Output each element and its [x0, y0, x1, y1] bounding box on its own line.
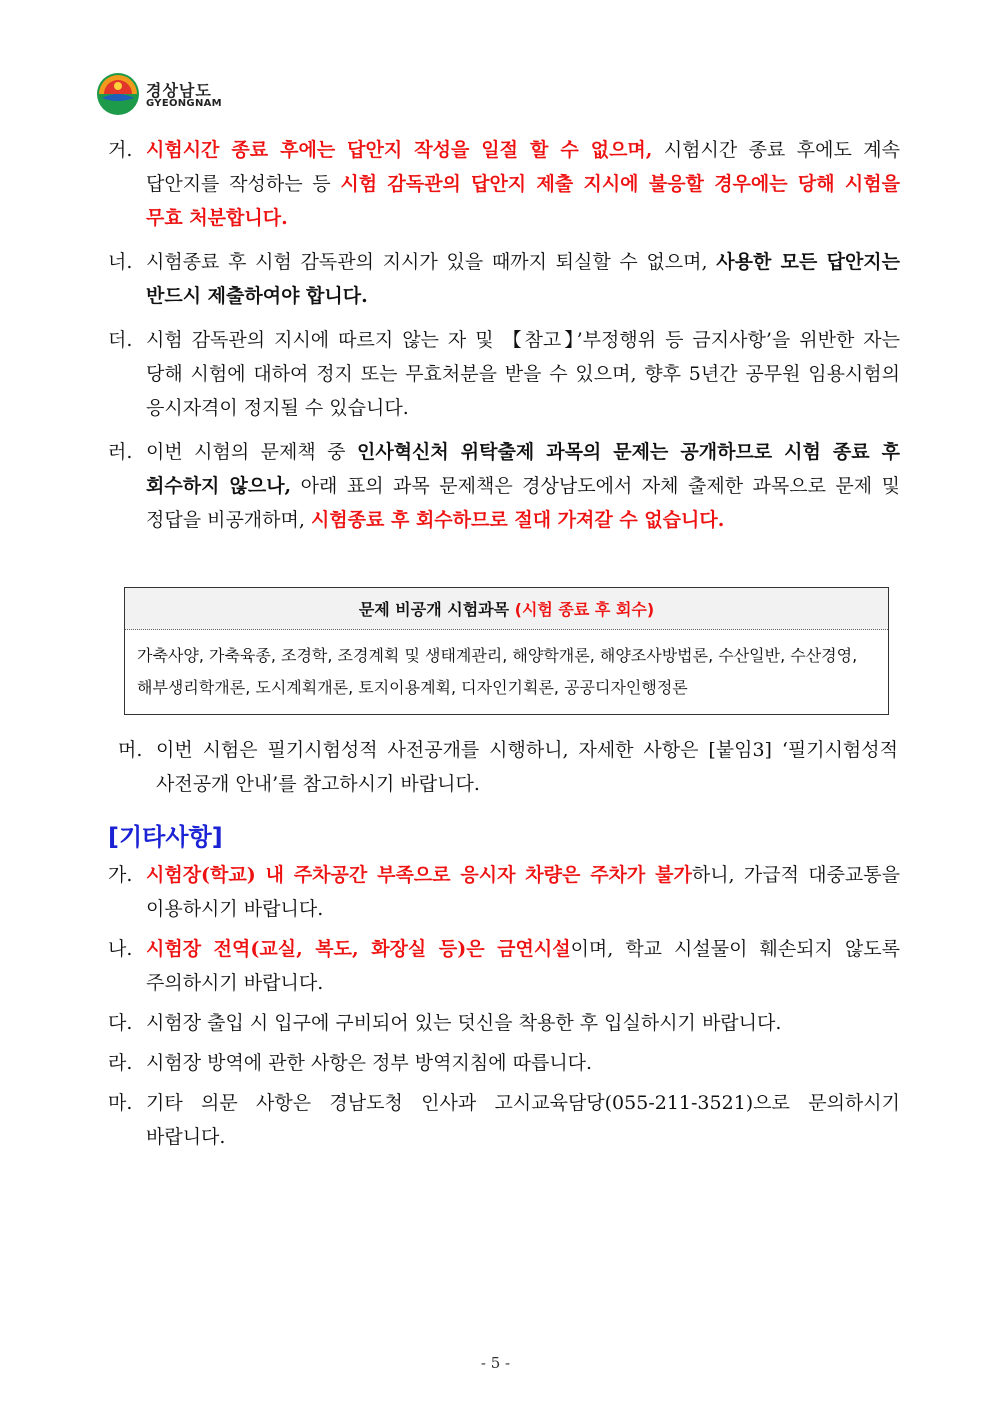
item-marker: 나. — [108, 938, 133, 960]
item-marker: 머. — [118, 739, 143, 761]
emphasis-text: 인사혁신처 위탁출제 과목의 문제는 공개하므로 시험 종료 후 회수하지 않으나, — [146, 441, 900, 497]
logo-subtitle: GYEONGNAM — [146, 98, 222, 109]
emphasis-text: 시험장(학교) 내 주차공간 부족으로 응시자 차량은 주차가 불가 — [146, 864, 692, 886]
list-item — [108, 1046, 900, 1080]
item-text: 기타 의문 사항은 경남도청 인사과 고시교육담당(055-211-3521)으로 문의하시기 바랍니다. — [146, 1092, 900, 1148]
emphasis-text: 시험장 전역(교실, 복도, 화장실 등)은 금연시설 — [146, 938, 571, 960]
item-text: 이번 시험은 필기시험성적 사전공개를 시행하니, 자세한 사항은 [붙임3] ‘필기시험성적 사전공개 안내’를 참고하시기 바랍니다. — [156, 739, 898, 795]
logo-name: 경상남도 — [146, 81, 212, 100]
item-text: 이번 시험의 문제책 중 — [146, 441, 357, 463]
item-marker: 가. — [108, 864, 133, 886]
emphasis-text: 시험종료 후 회수하므로 절대 가져갈 수 없습니다. — [310, 509, 725, 531]
item-marker: 다. — [108, 1012, 133, 1034]
list-item — [108, 133, 900, 235]
list-item — [108, 435, 900, 537]
list-item — [118, 733, 898, 801]
emphasis-text: 시험시간 종료 후에는 답안지 작성을 일절 할 수 없으며, — [146, 139, 653, 161]
box-title-emphasis: (시험 종료 후 회수) — [514, 600, 655, 619]
item-mo — [118, 733, 898, 811]
list-item — [108, 932, 900, 1000]
section-heading: [기타사항] — [108, 823, 223, 851]
subject-list: 가축사양, 가축육종, 조경학, 조경계획 및 생태계관리, 해양학개론, 해양조사방법론, 수산일반, 수산경영, 해부생리학개론, 도시계획개론, 토지이용계획, 디자인기획론, 공공디자인행정론 — [137, 646, 858, 697]
item-marker: 더. — [108, 329, 133, 351]
item-marker: 마. — [108, 1092, 133, 1114]
notice-list — [108, 133, 900, 547]
list-item — [108, 323, 900, 425]
list-item — [108, 245, 900, 313]
box-title: 문제 비공개 시험과목 (시험 종료 후 회수) — [125, 588, 888, 630]
gyeongnam-logo — [96, 70, 236, 118]
item-text: 시험장 방역에 관한 사항은 정부 방역지침에 따릅니다. — [146, 1052, 593, 1074]
list-item — [108, 858, 900, 926]
item-text: 시험 감독관의 지시에 따르지 않는 자 및 【참고】’부정행위 등 금지사항’을 위반한 자는 당해 시험에 대하여 정지 또는 무효처분을 받을 수 있으며, 향후 5년간 공무원 임용시험의 응시자격이 정지될 수 있습니다. — [146, 329, 900, 419]
item-text: 하니, 가급적 대중교통을 이용하시기 바랍니다. — [146, 864, 900, 920]
emphasis-text: 시험 감독관의 답안지 제출 지시에 불응할 경우에는 당해 시험을 무효 처분합니다. — [146, 173, 900, 229]
list-item — [108, 1006, 900, 1040]
emphasis-text: 사용한 모든 답안지는 반드시 제출하여야 합니다. — [146, 251, 901, 307]
other-notice-list — [108, 858, 900, 1160]
non-public-subjects-box — [124, 587, 889, 715]
page-number: - 5 - — [480, 1354, 511, 1372]
item-text: 아래 표의 과목 문제책은 경상남도에서 자체 출제한 과목으로 문제 및 정답을 비공개하며, — [146, 475, 900, 531]
item-marker: 라. — [108, 1052, 133, 1074]
gyeongnam-emblem-icon — [96, 72, 140, 116]
item-text: 시험종료 후 시험 감독관의 지시가 있을 때까지 퇴실할 수 없으며, — [146, 251, 717, 273]
item-text: 이며, 학교 시설물이 훼손되지 않도록 주의하시기 바랍니다. — [146, 938, 900, 994]
list-item — [108, 1086, 900, 1154]
item-marker: 너. — [108, 251, 133, 273]
item-marker: 러. — [108, 441, 133, 463]
item-text: 시험장 출입 시 입구에 구비되어 있는 덧신을 착용한 후 입실하시기 바랍니다. — [146, 1012, 782, 1034]
item-text: 시험시간 종료 후에도 계속 답안지를 작성하는 등 — [146, 139, 900, 195]
item-marker: 거. — [108, 139, 133, 161]
